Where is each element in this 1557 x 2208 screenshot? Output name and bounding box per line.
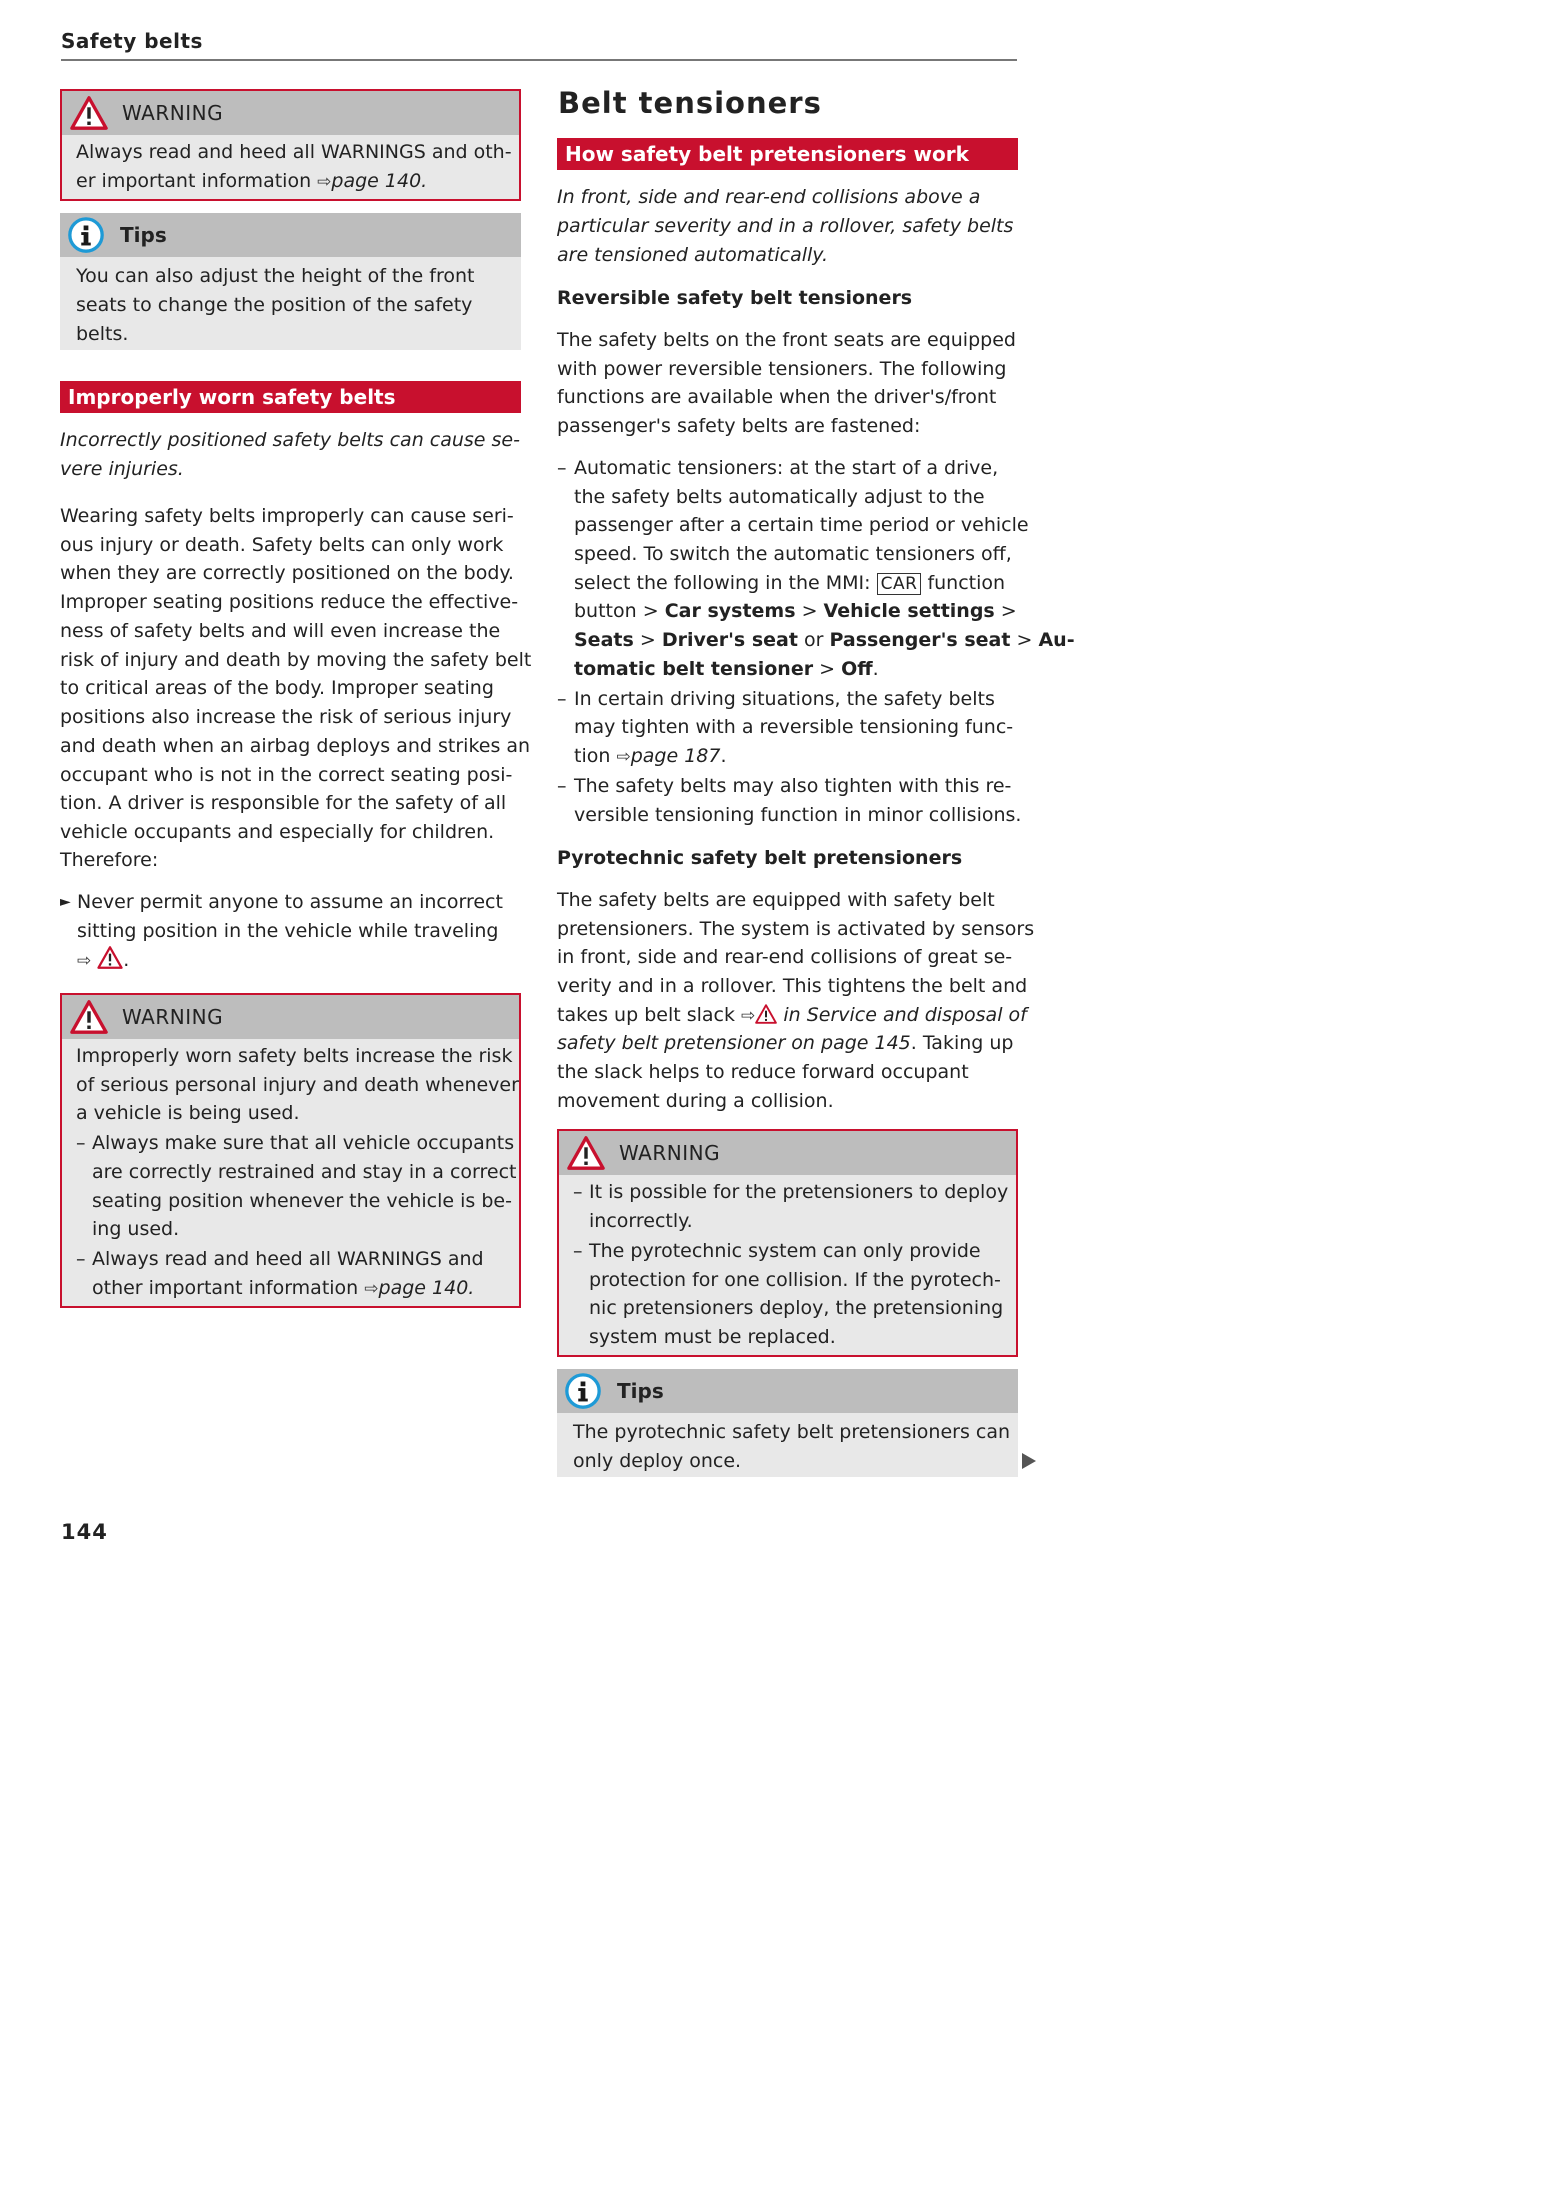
body-text: functions are available when the driver's/front [557, 386, 997, 408]
tips-text: You can also adjust the height of the front [76, 265, 475, 287]
tips-text: belts. [76, 323, 129, 345]
body-text: verity and in a rollover. This tightens the belt and [557, 975, 1028, 997]
warning-text: Improperly worn safety belts increase the risk [76, 1045, 513, 1067]
warning-text: Always read and heed all WARNINGS and oth- [76, 141, 512, 163]
body-text: passenger's safety belts are fastened: [557, 415, 921, 437]
dash-icon: – [76, 1248, 86, 1270]
reference-arrow-icon: ⇨ [77, 951, 92, 971]
menu-passengers-seat: Passenger's seat [829, 629, 1011, 651]
dash-icon: – [573, 1181, 583, 1203]
reference-arrow-icon: ⇨ [616, 747, 631, 767]
menu-path: Seats > Driver's seat or Passenger's seat > Au- [574, 629, 1075, 651]
action-reference[interactable]: ⇨ . [77, 946, 129, 976]
page-reference-link[interactable]: page 187 [630, 745, 721, 767]
warning-title: WARNING [122, 1005, 224, 1029]
body-text: Therefore: [60, 849, 159, 871]
reference-arrow-icon: ⇨ [317, 172, 332, 192]
body-text: The safety belts are equipped with safety belt [557, 889, 995, 911]
warning-list-item: protection for one collision. If the pyrotech- [589, 1269, 1001, 1291]
body-text: to critical areas of the body. Improper seating [60, 677, 494, 699]
tips-box-header [60, 213, 521, 257]
dash-icon: – [557, 457, 567, 479]
menu-automatic-belt-tensioner: tomatic belt tensioner [574, 658, 814, 680]
list-item-text: select the following in the MMI: CAR function [574, 572, 1006, 594]
list-item-text: In certain driving situations, the safety belts [574, 688, 995, 710]
warning-box-header [559, 1131, 1016, 1175]
warning-text: a vehicle is being used. [76, 1102, 300, 1124]
warning-triangle-icon [755, 1004, 777, 1024]
warning-title: WARNING [619, 1141, 721, 1165]
intro-text: In front, side and rear-end collisions above a [557, 186, 981, 208]
warning-list-item: nic pretensioners deploy, the pretensioning [589, 1297, 1004, 1319]
info-icon [67, 216, 105, 254]
menu-vehicle-settings: Vehicle settings [823, 600, 995, 622]
dash-icon: – [573, 1240, 583, 1262]
warning-text: er important information ⇨page 140. [76, 170, 428, 192]
bullet-icon: ► [60, 894, 71, 910]
warning-text: of serious personal injury and death whenever [76, 1074, 519, 1096]
body-text: ness of safety belts and will even increase the [60, 620, 501, 642]
menu-seats: Seats [574, 629, 634, 651]
warning-triangle-icon [567, 1135, 605, 1171]
menu-off: Off [841, 658, 873, 680]
body-text: takes up belt slack ⇨ in Service and disposal of [557, 1004, 1027, 1026]
body-text: the slack helps to reduce forward occupant [557, 1061, 969, 1083]
warning-list-item: Always read and heed all WARNINGS and [92, 1248, 484, 1270]
menu-car-systems: Car systems [664, 600, 796, 622]
body-text: Wearing safety belts improperly can cause seri- [60, 505, 514, 527]
body-text: ous injury or death. Safety belts can only work [60, 534, 504, 556]
action-text: Never permit anyone to assume an incorrect [77, 891, 503, 913]
menu-path: button > Car systems > Vehicle settings > [574, 600, 1017, 622]
subheading-reversible: Reversible safety belt tensioners [557, 287, 913, 309]
page-reference-link[interactable]: page 140. [331, 170, 428, 192]
warning-triangle-icon [70, 95, 108, 131]
list-item-text: passenger after a certain time period or vehicle [574, 514, 1029, 536]
menu-drivers-seat: Driver's seat [661, 629, 798, 651]
body-text: with power reversible tensioners. The following [557, 358, 1007, 380]
body-text: when they are correctly positioned on the body. [60, 562, 514, 584]
section-heading-how-it-works: How safety belt pretensioners work [557, 138, 1018, 170]
warning-box-header [62, 91, 519, 135]
intro-text: particular severity and in a rollover, safety belts [557, 215, 1014, 237]
list-item-text: tion ⇨page 187. [574, 745, 727, 767]
body-text: in front, side and rear-end collisions of great se- [557, 946, 1013, 968]
body-text: Improper seating positions reduce the effective- [60, 591, 519, 613]
warning-list-item: incorrectly. [589, 1210, 693, 1232]
continue-arrow-icon [1022, 1453, 1036, 1469]
body-text: The safety belts on the front seats are equipped [557, 329, 1016, 351]
warning-list-item: The pyrotechnic system can only provide [589, 1240, 981, 1262]
warning-list-item: are correctly restrained and stay in a correct [92, 1161, 517, 1183]
dash-icon: – [557, 688, 567, 710]
body-text: vehicle occupants and especially for children. [60, 821, 495, 843]
section-heading-improper: Improperly worn safety belts [60, 381, 521, 413]
reference-arrow-icon: ⇨ [364, 1279, 379, 1299]
body-text: risk of injury and death by moving the safety belt [60, 649, 532, 671]
body-text: tion. A driver is responsible for the safety of all [60, 792, 507, 814]
info-icon [564, 1372, 602, 1410]
list-item-text: the safety belts automatically adjust to the [574, 486, 985, 508]
warning-list-item: other important information ⇨page 140. [92, 1277, 475, 1299]
intro-text: vere injuries. [60, 458, 184, 480]
warning-list-item: seating position whenever the vehicle is be- [92, 1190, 512, 1212]
tips-text: only deploy once. [573, 1450, 742, 1472]
body-text: safety belt pretensioner on page 145. Taking up [557, 1032, 1014, 1054]
intro-text: Incorrectly positioned safety belts can cause se- [60, 429, 520, 451]
warning-list-item: Always make sure that all vehicle occupants [92, 1132, 515, 1154]
warning-box-header [62, 995, 519, 1039]
section-title: Belt tensioners [558, 86, 822, 120]
body-text: positions also increase the risk of serious injury [60, 706, 512, 728]
running-head: Safety belts [61, 29, 203, 53]
warning-triangle-icon [70, 999, 108, 1035]
page-reference-link[interactable]: in Service and disposal of [783, 1004, 1027, 1026]
page-reference-link[interactable]: safety belt pretensioner on page 145 [557, 1032, 911, 1054]
intro-text: are tensioned automatically. [557, 244, 829, 266]
action-text: sitting position in the vehicle while traveling [77, 920, 499, 942]
dash-icon: – [76, 1132, 86, 1154]
tips-text: seats to change the position of the safety [76, 294, 473, 316]
body-text: occupant who is not in the correct seating posi- [60, 764, 513, 786]
warning-triangle-icon [97, 946, 123, 969]
reference-arrow-icon: ⇨ [741, 1006, 756, 1026]
body-text: and death when an airbag deploys and strikes an [60, 735, 531, 757]
warning-list-item: system must be replaced. [589, 1326, 836, 1348]
list-item-text: Automatic tensioners: at the start of a drive, [574, 457, 999, 479]
header-rule [61, 59, 1017, 61]
tips-text: The pyrotechnic safety belt pretensioners can [573, 1421, 1011, 1443]
tips-title: Tips [120, 223, 167, 247]
warning-list-item: It is possible for the pretensioners to deploy [589, 1181, 1009, 1203]
warning-title: WARNING [122, 101, 224, 125]
warning-list-item: ing used. [92, 1218, 180, 1240]
body-text: movement during a collision. [557, 1090, 834, 1112]
page-reference-link[interactable]: page 140. [378, 1277, 475, 1299]
list-item-text: versible tensioning function in minor collisions. [574, 804, 1022, 826]
list-item-text: speed. To switch the automatic tensioners off, [574, 543, 1012, 565]
list-item-text: The safety belts may also tighten with this re- [574, 775, 1012, 797]
tips-title: Tips [617, 1379, 664, 1403]
page-number: 144 [61, 1520, 108, 1544]
subheading-pyrotechnic: Pyrotechnic safety belt pretensioners [557, 847, 963, 869]
tips-box-header [557, 1369, 1018, 1413]
list-item-text: may tighten with a reversible tensioning func- [574, 716, 1014, 738]
car-button-key: CAR [877, 573, 922, 595]
body-text: pretensioners. The system is activated by sensors [557, 918, 1035, 940]
dash-icon: – [557, 775, 567, 797]
menu-path: tomatic belt tensioner > Off. [574, 658, 879, 680]
